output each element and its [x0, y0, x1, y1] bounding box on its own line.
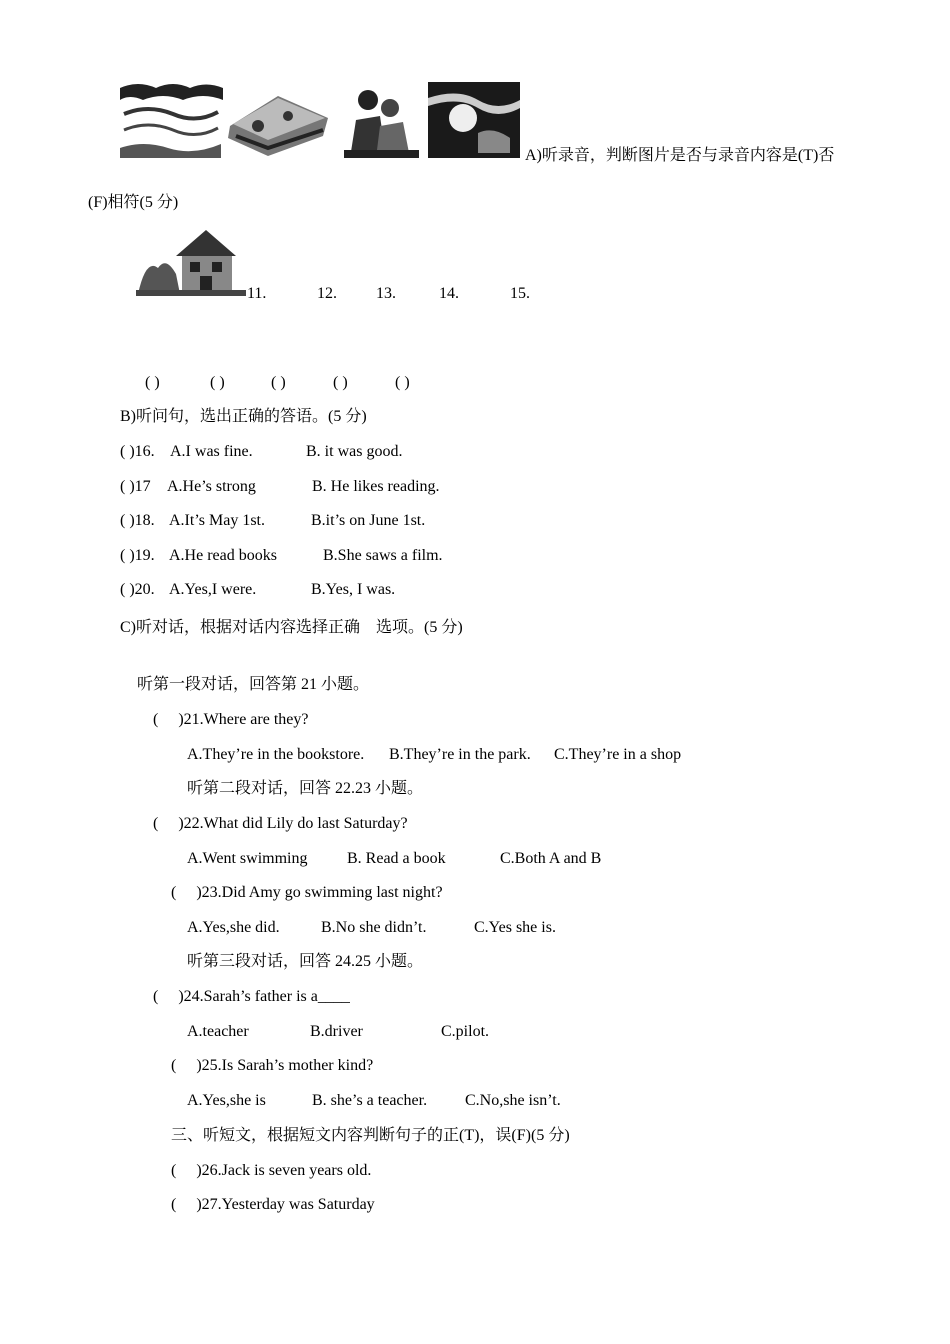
- house-image: [136, 228, 246, 298]
- question-25: ( )25.Is Sarah’s mother kind?: [171, 1057, 374, 1074]
- question-22-option-a: A.Went swimming: [187, 850, 308, 867]
- question-21-option-b: B.They’re in the park.: [389, 746, 531, 763]
- question-16-num: ( )16.: [120, 443, 155, 460]
- answer-slot-14: ( ): [333, 374, 348, 391]
- question-24-option-c: C.pilot.: [441, 1023, 490, 1040]
- image-waves: [120, 82, 223, 158]
- image-people: [344, 90, 419, 158]
- question-21-option-a: A.They’re in the bookstore.: [187, 746, 365, 763]
- question-16-b: B. it was good.: [306, 443, 403, 460]
- picture-strip: [118, 78, 523, 162]
- question-18-a: A.It’s May 1st.: [169, 512, 265, 529]
- question-16-a: A.I was fine.: [170, 443, 253, 460]
- picture-number-12: 12.: [317, 285, 337, 302]
- question-23-option-a: A.Yes,she did.: [187, 919, 280, 936]
- question-27: ( )27.Yesterday was Saturday: [171, 1196, 375, 1213]
- question-23-option-c: C.Yes she is.: [474, 919, 556, 936]
- image-sandwich: [228, 96, 328, 156]
- dialog-1-intro: 听第一段对话，回答第 21 小题。: [137, 676, 370, 693]
- question-24-option-b: B.driver: [310, 1023, 363, 1040]
- question-19-a: A.He read books: [169, 547, 277, 564]
- image-night: [428, 82, 520, 158]
- part-b-instruction: B)听问句，选出正确的答语。(5 分): [120, 408, 367, 425]
- question-19-num: ( )19.: [120, 547, 155, 564]
- answer-slot-11: ( ): [145, 374, 160, 391]
- question-18-num: ( )18.: [120, 512, 155, 529]
- dialog-2-intro: 听第二段对话，回答 22.23 小题。: [187, 780, 424, 797]
- picture-number-11: 11.: [247, 285, 267, 302]
- question-22: ( )22.What did Lily do last Saturday?: [153, 815, 408, 832]
- part-3-instruction: 三、听短文，根据短文内容判断句子的正(T)，误(F)(5 分): [171, 1127, 570, 1144]
- question-21-option-c: C.They’re in a shop: [554, 746, 682, 763]
- question-23-option-b: B.No she didn’t.: [321, 919, 427, 936]
- part-a-instruction: A)听录音，判断图片是否与录音内容是(T)否: [525, 147, 835, 164]
- question-23: ( )23.Did Amy go swimming last night?: [171, 884, 443, 901]
- answer-slot-13: ( ): [271, 374, 286, 391]
- question-25-option-c: C.No,she isn’t.: [465, 1092, 561, 1109]
- question-21: ( )21.Where are they?: [153, 711, 309, 728]
- question-19-b: B.She saws a film.: [323, 547, 443, 564]
- question-20-b: B.Yes, I was.: [311, 581, 396, 598]
- question-26: ( )26.Jack is seven years old.: [171, 1162, 372, 1179]
- picture-number-14: 14.: [439, 285, 459, 302]
- part-c-instruction: C)听对话，根据对话内容选择正确 选项。(5 分): [120, 619, 463, 636]
- question-22-option-b: B. Read a book: [347, 850, 446, 867]
- question-24-option-a: A.teacher: [187, 1023, 249, 1040]
- picture-number-15: 15.: [510, 285, 530, 302]
- picture-number-13: 13.: [376, 285, 396, 302]
- question-17-num: ( )17: [120, 478, 151, 495]
- question-25-option-b: B. she’s a teacher.: [312, 1092, 428, 1109]
- question-17-a: A.He’s strong: [167, 478, 256, 495]
- question-22-option-c: C.Both A and B: [500, 850, 602, 867]
- answer-slot-15: ( ): [395, 374, 410, 391]
- question-20-num: ( )20.: [120, 581, 155, 598]
- answer-slot-12: ( ): [210, 374, 225, 391]
- question-20-a: A.Yes,I were.: [169, 581, 257, 598]
- question-24: ( )24.Sarah’s father is a____: [153, 988, 350, 1005]
- question-25-option-a: A.Yes,she is: [187, 1092, 266, 1109]
- question-18-b: B.it’s on June 1st.: [311, 512, 426, 529]
- question-17-b: B. He likes reading.: [312, 478, 440, 495]
- part-a-instruction-cont: (F)相符(5 分): [88, 194, 179, 211]
- dialog-3-intro: 听第三段对话，回答 24.25 小题。: [187, 953, 424, 970]
